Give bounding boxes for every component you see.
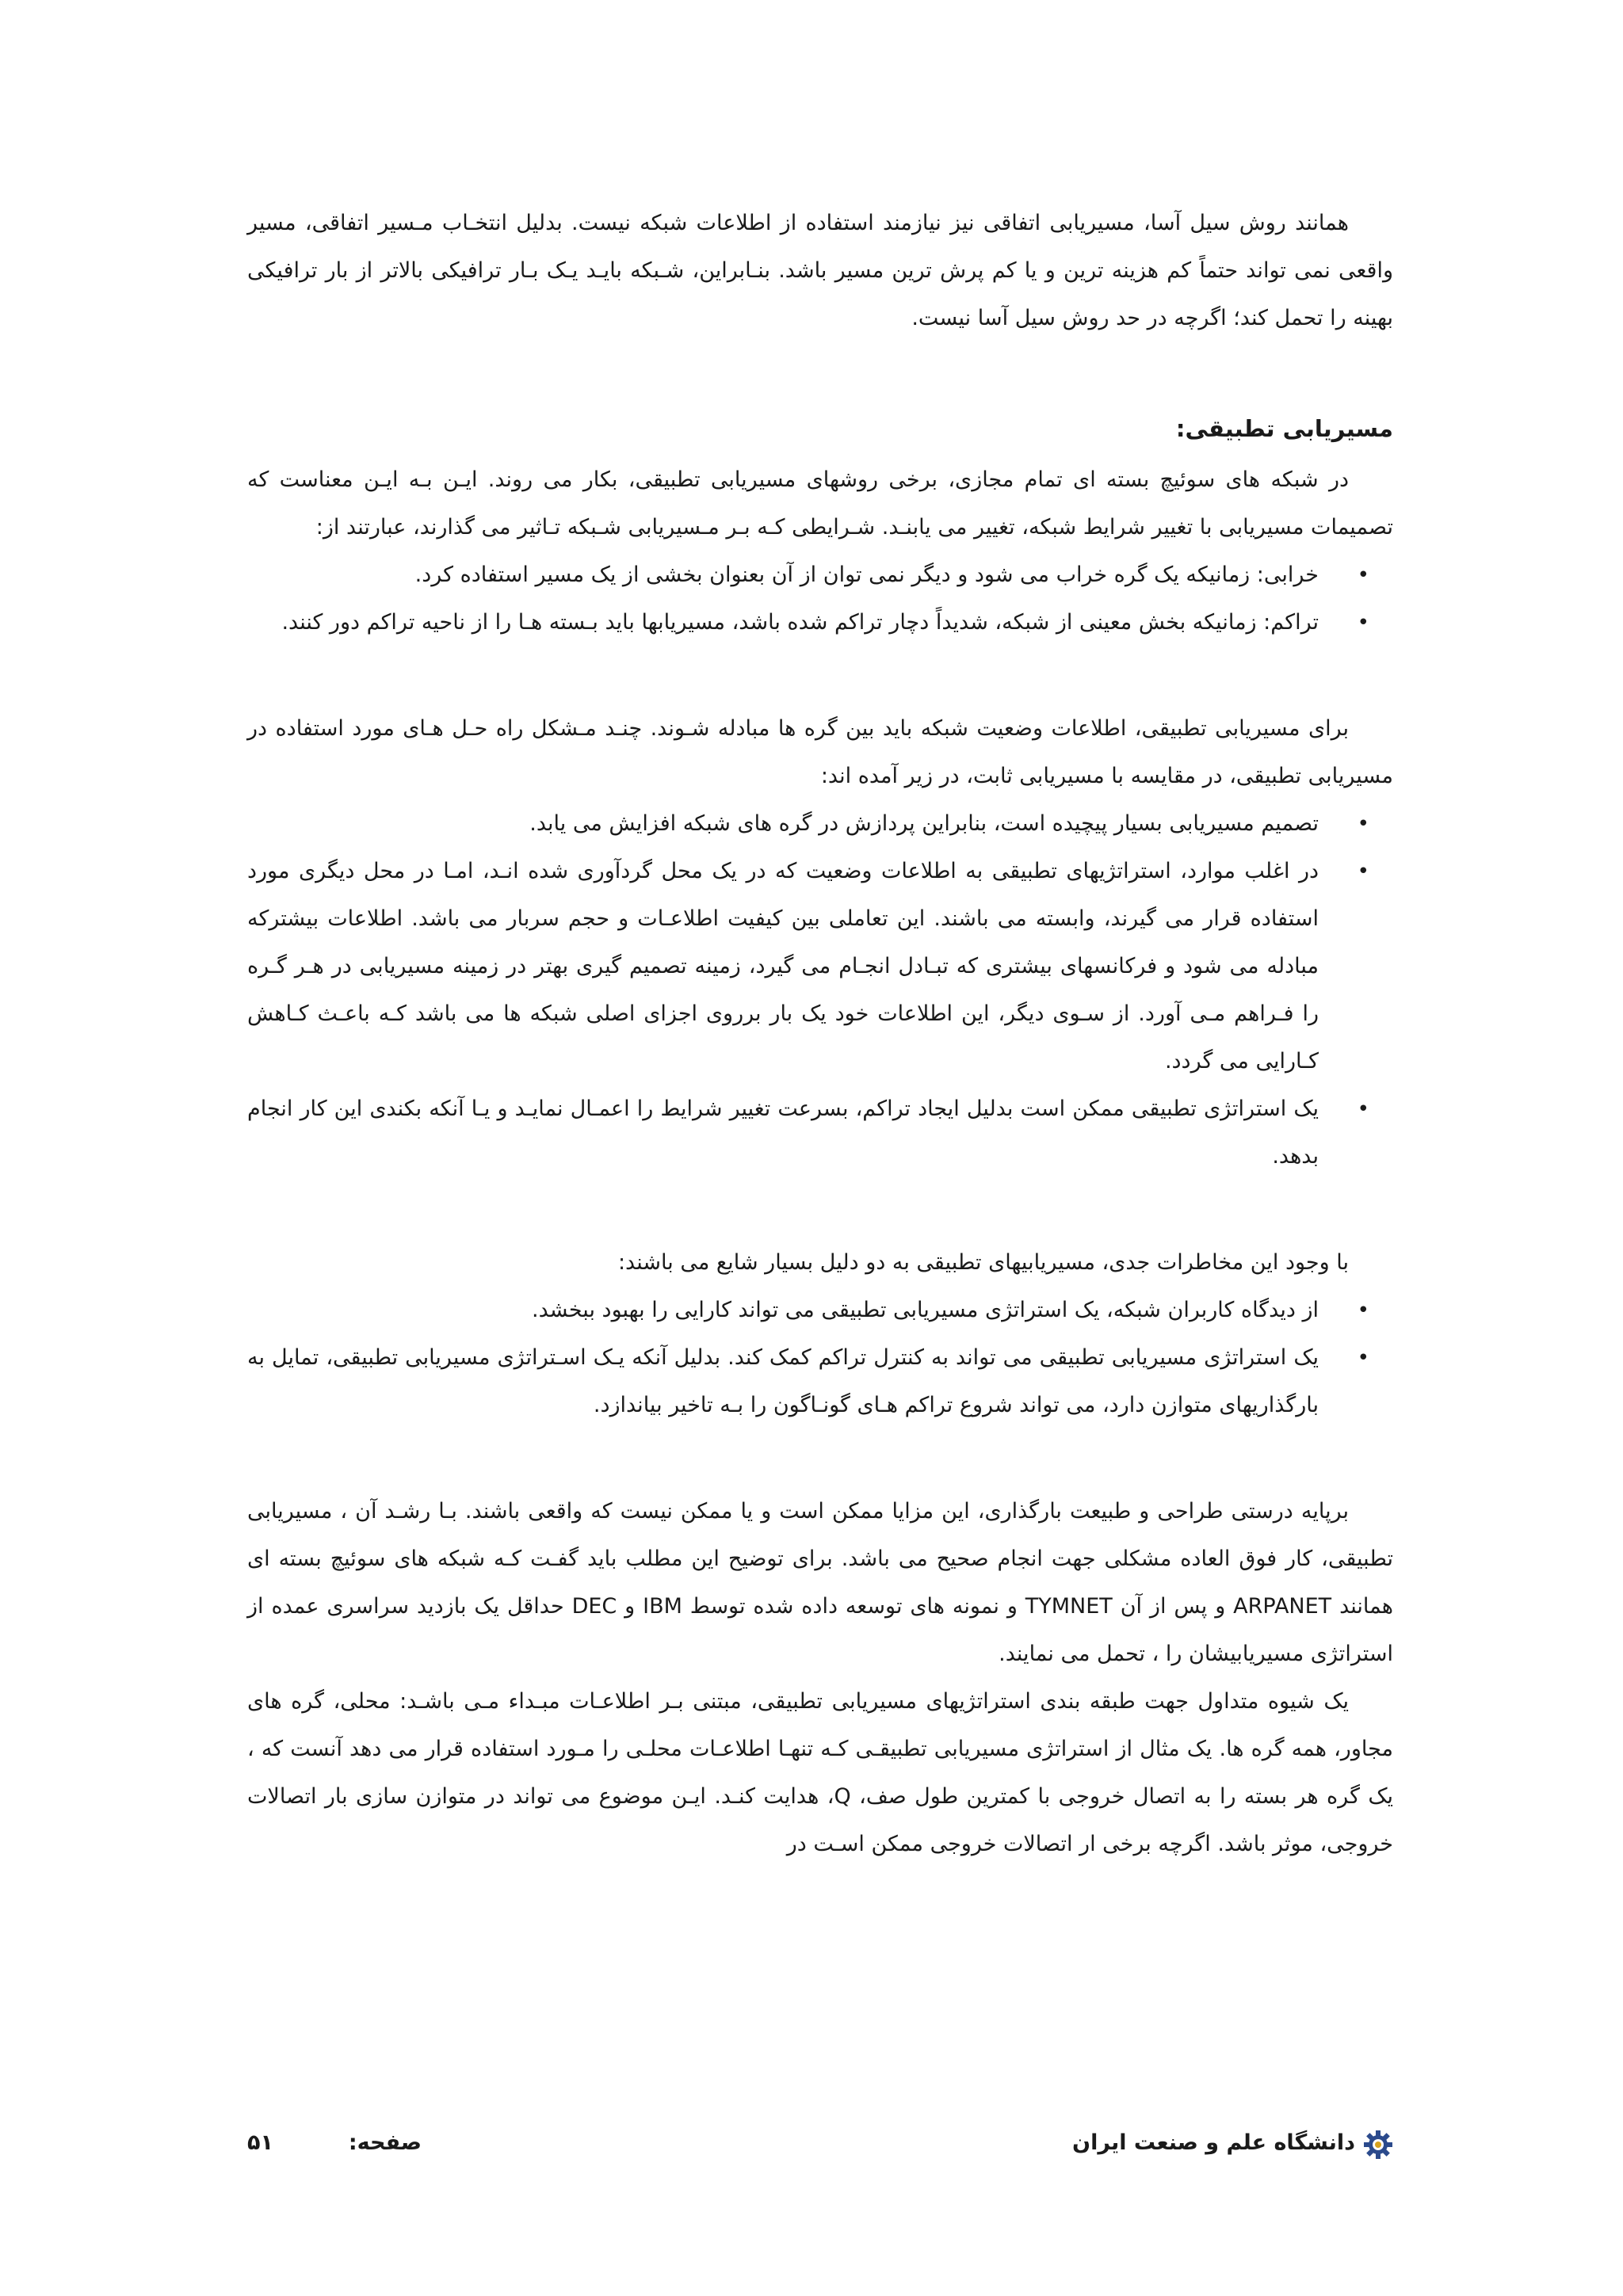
list-item: • تراکم: زمانیکه بخش معینی از شبکه، شدیداً دچار تراکم شده باشد، مسیریابها باید بـسته هـا را از ناحیه تراکم دور کنند. (247, 599, 1393, 646)
section-heading-adaptive-routing: مسیریابی تطبیقی: (1175, 415, 1393, 442)
paragraph-classification: یک شیوه متداول جهت طبقه بندی استراتژیهای مسیریابی تطبیقی، مبتنی بـر اطلاعـات مبـداء مـی باشـد: محلی، گره های مجاور، همه گره ها. یک مثال از استراتژی مسیریابی تطبیقـی کـه تنهـا اطلاعـات محلـی را مـورد استفاده قرار می دهد آنست که ، یک گره هر بسته را به اتصال خروجی با کمترین طول صف، Q، هدایت کنـد. ایـن موضوع می تواند در متوازن سازی بار اتصالات خروجی، موثر باشد. اگرچه برخی ار اتصالات خروجی ممکن اسـت در (247, 1689, 1394, 1856)
spacer (247, 1180, 1393, 1239)
list-item: • خرابی: زمانیکه یک گره خراب می شود و دیگر نمی توان از آن بعنوان بخشی از یک مسیر استفاده کرد. (247, 551, 1393, 599)
bullet-list-conditions (247, 551, 1393, 646)
page-label: صفحه: (348, 2130, 422, 2155)
paragraph-adaptive-reasons: با وجود این مخاطرات جدی، مسیریابیهای تطبیقی به دو دلیل بسیار شایع می باشند: (617, 1250, 1349, 1275)
spacer (247, 342, 1393, 401)
paragraph-design-benefits: برپایه درستی طراحی و طبیعت بارگذاری، این مزایا ممکن است و یا ممکن نیست که واقعی باشند. بـا رشـد آن ، مسیریابی تطبیقی، کار فوق العاده مشکلی جهت انجام صحیح می باشد. برای توضیح این مطلب باید گفـت کـه شبکه های سوئیچ بسته ای همانند ARPANET و پس از آن TYMNET و نمونه های توسعه داده شده توسط IBM و DEC حداقل یک بازدید سراسری عمده از استراتژی مسیریابیشان را ، تحمل می نمایند. (247, 1499, 1393, 1666)
page-footer (247, 2127, 1393, 2167)
university-name: دانشگاه علم و صنعت ایران (1072, 2130, 1355, 2155)
paragraph-random-routing: همانند روش سیل آسا، مسیریابی اتفاقی نیز نیازمند استفاده از اطلاعات شبکه نیست. بدلیل انتخـاب مـسیر اتفاقی، مسیر واقعی نمی تواند حتماً کم هزینه ترین و یا کم پرش ترین مسیر باشد. بنـابراین، شـبکه بایـد یـک بـار ترافیکی بالاتر از بار ترافیکی بهینه را تحمل کند؛ اگرچه در حد روش سیل آسا نیست. (247, 211, 1393, 330)
list-item: • تصمیم مسیریابی بسیار پیچیده است، بنابراین پردازش در گره های شبکه افزایش می یابد. (247, 800, 1393, 848)
paragraph-adaptive-problems: برای مسیریابی تطبیقی، اطلاعات وضعیت شبکه باید بین گره ها مبادله شـوند. چنـد مـشکل راه حـل هـای مورد استفاده در مسیریابی تطبیقی، در مقایسه با مسیریابی ثابت، در زیر آمده اند: (247, 716, 1393, 788)
paragraph-adaptive-intro: در شبکه های سوئیچ بسته ای تمام مجازی، برخی روشهای مسیریابی تطبیقی، بکار می روند. ایـن بـه ایـن معناست که تصمیمات مسیریابی با تغییر شرایط شبکه، تغییر می یابنـد. شـرایطی کـه بـر مـسیریابی شـبکه تـاثیر می گذارند، عبارتند از: (247, 467, 1393, 540)
list-item: • از دیدگاه کاربران شبکه، یک استراتژی مسیریابی تطبیقی می تواند کارایی را بهبود ببخشد. (247, 1287, 1393, 1334)
page-number: ۵۱ (247, 2130, 273, 2155)
spacer (247, 1429, 1393, 1488)
bullet-list-reasons (247, 1287, 1393, 1429)
spacer (247, 646, 1393, 705)
gear-emblem-icon (1363, 2130, 1393, 2160)
bullet-list-problems (247, 800, 1393, 1180)
list-item: • یک استراتژی تطبیقی ممکن است بدلیل ایجاد تراکم، بسرعت تغییر شرایط را اعمـال نمایـد و یـا آنکه بکندی این کار انجام بدهد. (247, 1085, 1393, 1180)
list-item: • در اغلب موارد، استراتژیهای تطبیقی به اطلاعات وضعیت که در یک محل گردآوری شده انـد، امـا در محل دیگری مورد استفاده قرار می گیرند، وابسته می باشند. این تعاملی بین کیفیت اطلاعـات و حجم سربار می باشد. اطلاعات بیشترکه مبادله می شود و فرکانسهای بیشتری که تبـادل انجـام می گیرد، زمینه تصمیم گیری بهتر در زمینه مسیریابی در هـر گـره را فـراهم مـی آورد. از سـوی دیگر، این اطلاعات خود یک بار برروی اجزای اصلی شبکه ها می باشد کـه باعـث کـاهش کـارایی می گردد. (247, 848, 1393, 1085)
page-body (247, 200, 1393, 1868)
list-item: • یک استراتژی مسیریابی تطبیقی می تواند به کنترل تراکم کمک کند. بدلیل آنکه یـک اسـتراتژی مسیریابی تطبیقی، تمایل به بارگذاریهای متوازن دارد، می تواند شروع تراکم هـای گونـاگون را بـه تاخیر بیاندازد. (247, 1334, 1393, 1429)
